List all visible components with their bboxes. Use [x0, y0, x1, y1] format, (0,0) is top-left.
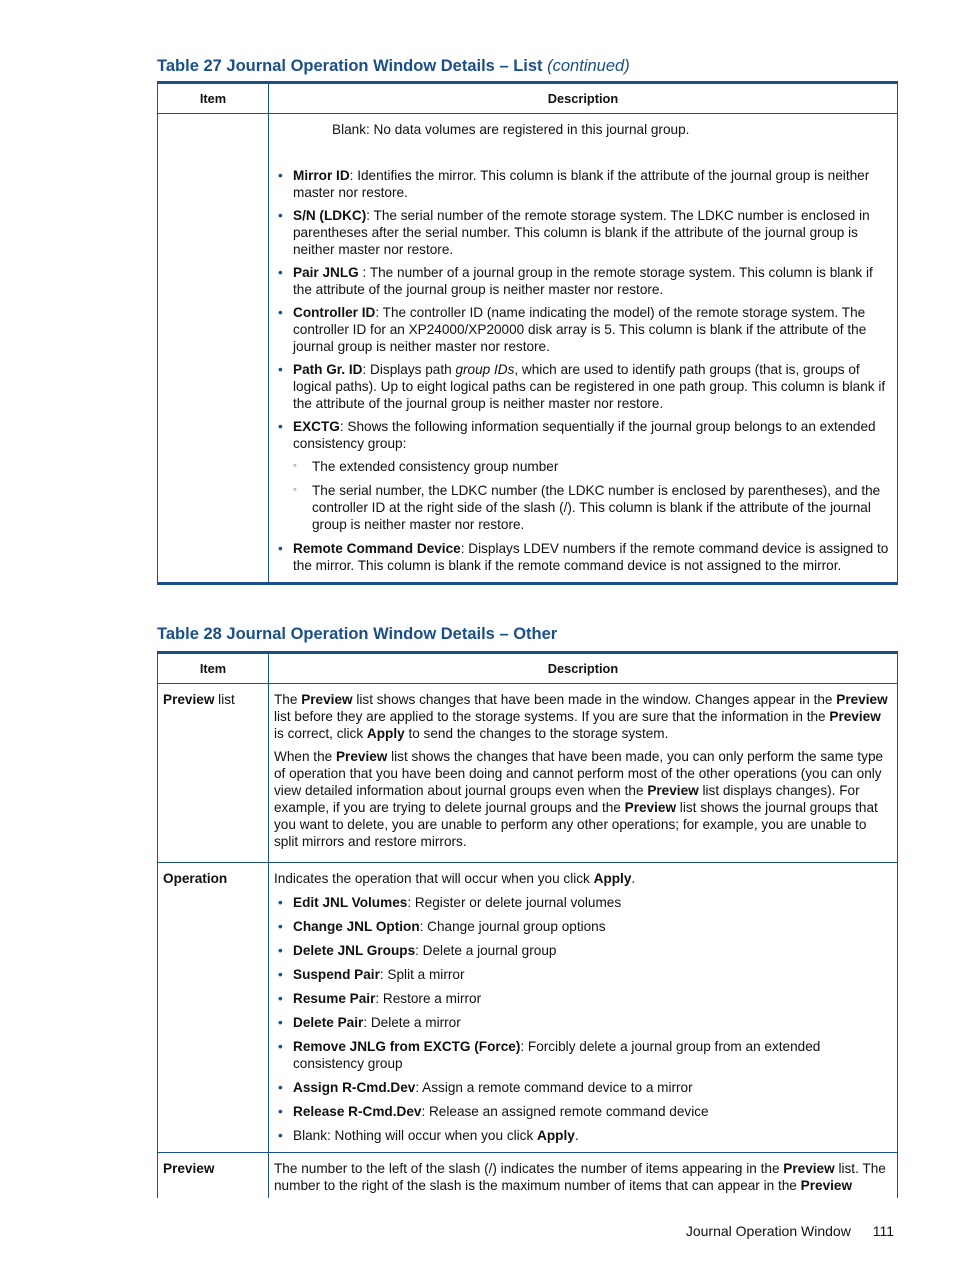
preview-list-paragraph-2: When the Preview list shows the changes that have been made, you can only perform the same type of operation that you have been doing and cannot perform most of the other operations (you can only view detailed information about journal groups even when the Preview list displays changes). For example, if you are trying to delete journal groups and the Preview list shows the journal groups that you want to delete, you are unable to perform any other operations; for example, you are unable to split mirrors and restore mirrors.: [274, 749, 884, 849]
list-item: • EXCTG: Shows the following information sequentially if the journal group belongs to an extended consistency group: ◦ The extended consistency group number ◦ The serial number, the LDKC number (the LDKC number is enclosed by parentheses), and the controller ID at the right side of the slash (/). This column is blank if the attribute of the journal group is neither master nor restore.: [274, 418, 892, 533]
list-item: • Pair JNLG : The number of a journal group in the remote storage system. This column is blank if the attribute of the journal group is neither master nor restore.: [274, 264, 892, 298]
operation-item-cell: Operation: [158, 863, 269, 1153]
table-row: [158, 1153, 898, 1199]
list-item: • Change JNL Option: Change journal group options: [274, 918, 892, 935]
table-row: [158, 863, 898, 1153]
list-item: ◦ The serial number, the LDKC number (the LDKC number is enclosed by parentheses), and the controller ID at the right side of the slash (/). This column is blank if the attribute of the journal group is neither master nor restore.: [293, 482, 892, 533]
list-item: • Controller ID: The controller ID (name indicating the model) of the remote storage system. The controller ID for an XP24000/XP20000 disk array is 5. This column is blank if the attribute of the journal group is neither master nor restore.: [274, 304, 892, 355]
preview-description-cell: The number to the left of the slash (/) indicates the number of items appearing in the Preview list. The number to the right of the slash is the maximum number of items that can appear in the Preview: [269, 1153, 898, 1199]
table-row: [158, 684, 898, 863]
table-27-item-cell: [158, 114, 269, 584]
table-28-header-row: [158, 653, 898, 684]
table-row: [158, 114, 898, 584]
list-item: • Blank: Nothing will occur when you click Apply.: [274, 1127, 892, 1144]
table-27-header-description: Description: [269, 83, 898, 114]
list-item: • S/N (LDKC): The serial number of the remote storage system. The LDKC number is enclosed in parentheses after the serial number. This column is blank if the attribute of the journal group is neither master nor restore.: [274, 207, 892, 258]
list-item: ◦ The extended consistency group number: [293, 458, 892, 475]
list-item: • Mirror ID: Identifies the mirror. This column is blank if the attribute of the journal group is neither master nor restore.: [274, 167, 892, 201]
list-item: • Delete Pair: Delete a mirror: [274, 1014, 892, 1031]
page-footer: [686, 1222, 894, 1240]
list-item: • Release R-Cmd.Dev: Release an assigned remote command device: [274, 1103, 892, 1120]
preview-list-description-cell: [269, 684, 898, 863]
continued-text: Blank: No data volumes are registered in this journal group.: [332, 122, 690, 137]
table-27-header-item: Item: [158, 83, 269, 114]
list-item: • Suspend Pair: Split a mirror: [274, 966, 892, 983]
list-item: • Remote Command Device: Displays LDEV numbers if the remote command device is assigned to the mirror. This column is blank if the remote command device is not assigned to the mirror.: [274, 540, 892, 574]
list-item: • Delete JNL Groups: Delete a journal group: [274, 942, 892, 959]
list-item: • Resume Pair: Restore a mirror: [274, 990, 892, 1007]
table-28-header-item: Item: [158, 653, 269, 684]
preview-list-paragraph-1: The Preview list shows changes that have been made in the window. Changes appear in the Preview list before they are applied to the storage systems. If you are sure that the information in the Preview is correct, click Apply to send the changes to the storage system.: [274, 692, 888, 741]
table-28-header-description: Description: [269, 653, 898, 684]
table-28: [157, 651, 898, 1198]
list-item: • Path Gr. ID: Displays path group IDs, which are used to identify path groups (that is, groups of logical paths). Up to eight logical paths can be registered in one path group. This column is blank if the attribute of the journal group is neither master nor restore.: [274, 361, 892, 412]
preview-item-cell: Preview: [158, 1153, 269, 1199]
table-28-caption: [157, 624, 557, 644]
table-27-caption-text: Table 27 Journal Operation Window Details – List: [157, 57, 543, 75]
operation-intro: Indicates the operation that will occur when you click Apply.: [274, 871, 636, 886]
exctg-sub-list: [293, 458, 892, 533]
list-item: • Remove JNLG from EXCTG (Force): Forcibly delete a journal group from an extended consistency group: [274, 1038, 892, 1072]
table-27-description-cell: [269, 114, 898, 584]
list-item: • Assign R-Cmd.Dev: Assign a remote command device to a mirror: [274, 1079, 892, 1096]
operation-bullet-list: [274, 894, 892, 1144]
table-27-caption-suffix: (continued): [547, 57, 630, 75]
operation-description-cell: [269, 863, 898, 1153]
table-28-caption-text: Table 28 Journal Operation Window Details – Other: [157, 625, 558, 643]
table-27-bullet-list: [274, 167, 892, 574]
table-27-header-row: [158, 83, 898, 114]
page-number: 111: [872, 1223, 894, 1239]
preview-list-item-cell: Preview list: [158, 684, 269, 863]
table-27: [157, 81, 898, 585]
footer-section-title: Journal Operation Window: [685, 1223, 851, 1239]
list-item: • Edit JNL Volumes: Register or delete journal volumes: [274, 894, 892, 911]
table-27-caption: [157, 56, 630, 76]
